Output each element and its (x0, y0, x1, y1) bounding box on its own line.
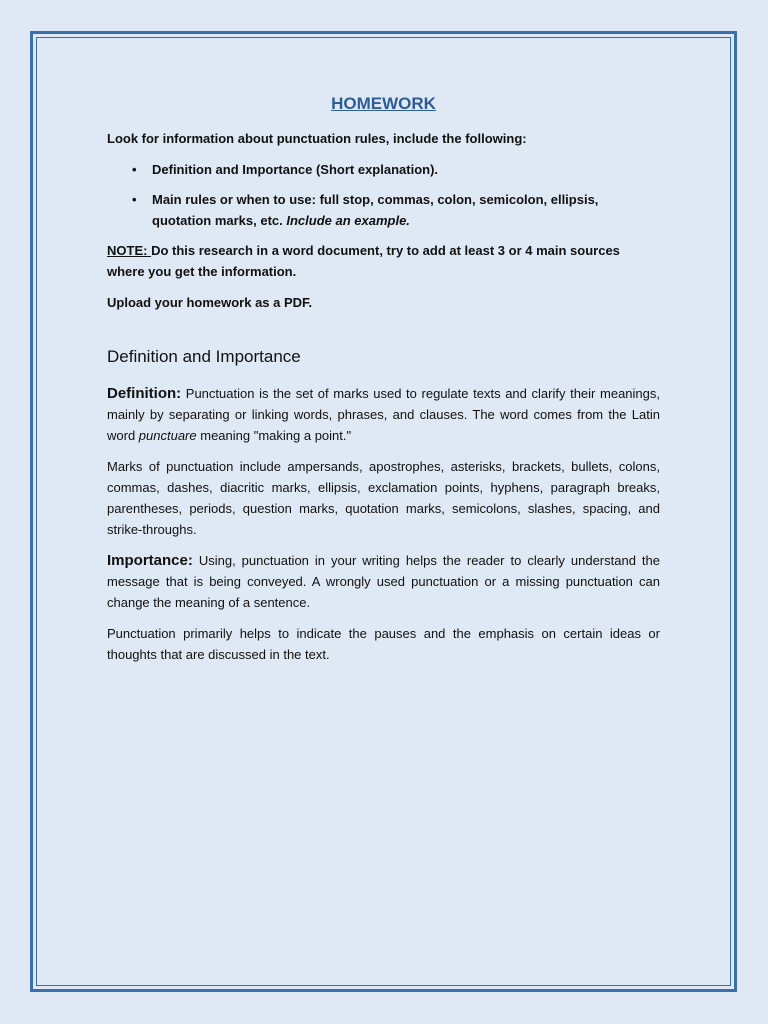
definition-label: Definition: (107, 385, 182, 402)
importance-label: Importance: (107, 552, 193, 569)
importance-text: Using, punctuation in your writing helps the reader to clearly understand the message that is being conveyed. A wrongly used punctuation or a missing punctuation can change the meaning of a sentence. (107, 553, 660, 610)
upload-instruction: Upload your homework as a PDF. (107, 295, 313, 310)
pauses-paragraph: Punctuation primarily helps to indicate the pauses and the emphasis on certain ideas or thoughts that are discussed in the text. (107, 626, 660, 662)
note-text: Do this research in a word document, try to add at least 3 or 4 main sources where you get the information. (107, 243, 620, 279)
section-heading: Definition and Importance (107, 347, 301, 366)
homework-title: HOMEWORK (331, 94, 436, 113)
definition-italic-word: punctuare (138, 428, 197, 443)
list-item-text: Definition and Importance (Short explanation). (152, 162, 439, 177)
definition-text-1: Punctuation is the set of marks used to regulate texts and clarify their meanings, mainly by separating or linking words, phrases, and clauses. The word comes from the Latin word (107, 386, 660, 443)
importance-paragraph (107, 550, 660, 613)
document-content (107, 92, 660, 675)
note-paragraph (107, 240, 660, 282)
definition-paragraph (107, 383, 660, 446)
requirements-list (107, 159, 660, 231)
list-item (152, 159, 660, 180)
marks-paragraph: Marks of punctuation include ampersands, apostrophes, asterisks, brackets, bullets, colons, commas, dashes, diacritic marks, ellipsis, exclamation points, hyphens, paragraph breaks, parentheses, periods, question marks, quotation marks, semicolons, slashes, spacing, and strike-throughs. (107, 459, 660, 537)
homework-intro: Look for information about punctuation rules, include the following: (107, 131, 527, 146)
list-item-italic: Include an example. (286, 213, 410, 228)
list-item-text: Main rules or when to use: full stop, commas, colon, semicolon, ellipsis, quotation marks, etc. (152, 192, 599, 228)
list-item (152, 189, 660, 231)
note-label: NOTE: (107, 243, 152, 258)
definition-text-2: meaning "making a point." (196, 428, 352, 443)
